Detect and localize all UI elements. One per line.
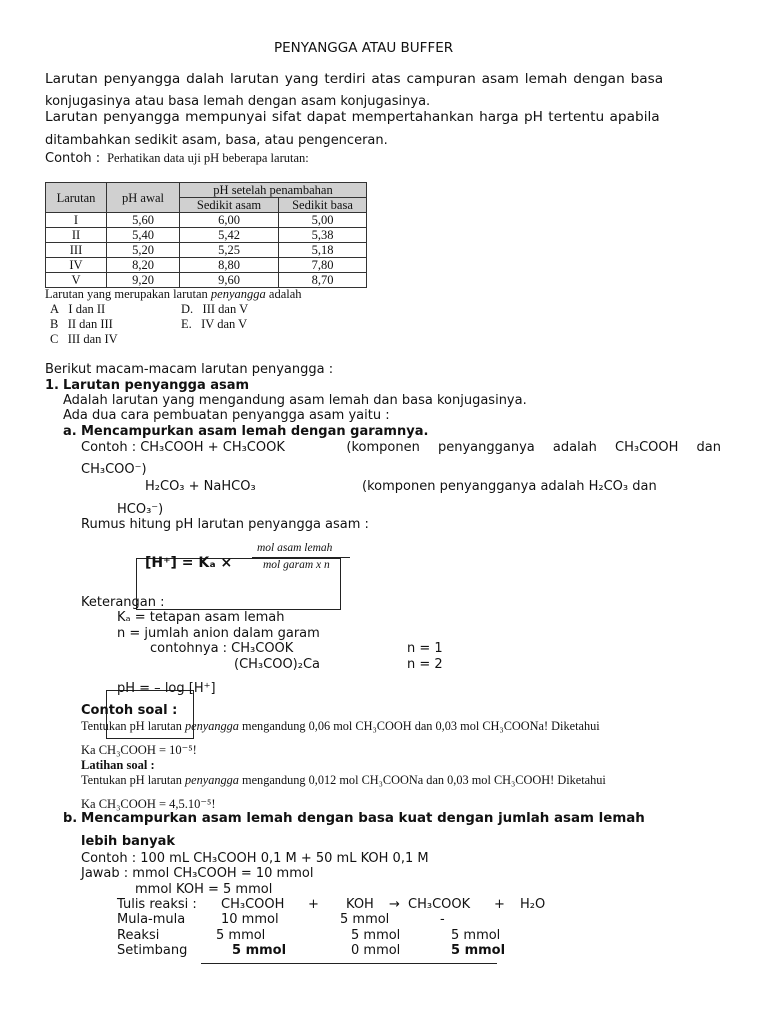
n-equals-2: n = 2 [407,657,443,672]
table-cell: 5,18 [279,243,367,258]
table-cell: III [46,243,107,258]
species-plus-1: + [308,897,319,912]
table-row [46,243,367,258]
sub-a-example-1 [81,440,721,455]
contoh-soal-text-italic: penyangga [184,719,239,733]
table-cell: 9,60 [180,273,279,288]
section-1-line-1: Adalah larutan yang mengandung asam lemah dan basa konjugasinya. [63,393,527,408]
option-letter: E. [181,317,192,331]
intro-line-3: Larutan penyangga mempunyai sifat dapat mempertahankan harga pH tertentu apabila [45,109,660,125]
page-title: PENYANGGA ATAU BUFFER [274,40,454,56]
sub-b-jawab: Jawab : mmol CH₃COOH = 10 mmol [81,866,314,881]
section-1-title: Larutan penyangga asam [63,378,250,393]
example-1-pre: Contoh : CH₃COOH + CH₃COOK [81,440,285,455]
ph-data-table [45,182,367,288]
setimbang-koh: 0 mmol [351,943,401,958]
option-c [50,332,118,347]
reaksi-koh: 5 mmol [351,928,401,943]
tulis-reaksi-label: Tulis reaksi : [117,897,197,912]
sub-b-title-line-1: Mencampurkan asam lemah dengan basa kuat dengan jumlah asam lemah [81,811,645,826]
mula-koh: 5 mmol [340,912,390,927]
example-1-mid: (komponen penyangganya adalah CH₃COOH dan [346,440,721,455]
contoh-soal-text-pre: Tentukan pH larutan [81,719,185,733]
sub-b-mmol-koh: mmol KOH = 5 mmol [135,882,273,897]
species-ch3cooh: CH₃COOH [221,897,285,912]
table-row [46,213,367,228]
table-row [46,258,367,273]
option-text: III dan V [202,302,249,316]
contoh-soal-ka: Ka CH₃COOH = 10⁻⁵! [81,743,197,757]
table-cell: 5,20 [107,243,180,258]
rumus-line: Rumus hitung pH larutan penyangga asam : [81,517,369,532]
table-header-sedikit-asam: Sedikit asam [180,198,279,213]
section-1-line-2: Ada dua cara pembuatan penyangga asam yaitu : [63,408,390,423]
latihan-soal-ka: Ka CH₃COOH = 4,5.10⁻⁵! [81,797,216,811]
species-plus-2: + [494,897,505,912]
table-cell: 9,20 [107,273,180,288]
contoh-label: Contoh : [45,151,101,166]
option-e [181,317,247,332]
table-cell: 5,38 [279,228,367,243]
keterangan-ka: Kₐ = tetapan asam lemah [117,610,285,625]
reaksi-ch3cooh: 5 mmol [216,928,266,943]
setimbang-label: Setimbang [117,943,188,958]
question-stem-italic: penyangga [210,287,266,301]
sub-a-letter: a. [63,424,77,439]
sub-b-letter: b. [63,811,78,826]
formula-numerator: mol asam lemah [257,542,333,554]
table-cell: 6,00 [180,213,279,228]
table-header-sedikit-basa: Sedikit basa [279,198,367,213]
mula-ch3cooh: 10 mmol [221,912,279,927]
table-row [46,228,367,243]
table-cell: IV [46,258,107,273]
latihan-soal-text-post: mengandung 0,012 mol CH₃COONa dan 0,03 mol CH₃COOH! Diketahui [238,773,606,787]
option-a [50,302,105,317]
contoh-soal-title: Contoh soal : [81,703,178,718]
formula-fraction-bar [252,557,350,558]
species-koh: KOH [346,897,374,912]
option-text: II dan III [67,317,113,331]
option-letter: B [50,317,59,331]
contoh-soal-text-post: mengandung 0,06 mol CH₃COOH dan 0,03 mol CH₃COONa! Diketahui [238,719,600,733]
setimbang-ch3cooh: 5 mmol [232,943,287,958]
option-letter: C [50,332,59,346]
sub-b-contoh: Contoh : 100 mL CH₃COOH 0,1 M + 50 mL KOH 0,1 M [81,851,429,866]
mula-ch3cook: - [440,912,445,927]
question-stem-post: adalah [265,287,302,301]
sub-b-title-line-2: lebih banyak [81,834,176,849]
intro-line-2: konjugasinya atau basa lemah dengan asam konjugasinya. [45,94,431,109]
table-cell: 5,00 [279,213,367,228]
latihan-soal-text-pre: Tentukan pH larutan [81,773,185,787]
species-arrow: → [389,897,400,912]
option-letter: D. [181,302,194,316]
latihan-soal-text [81,773,606,788]
table-cell: 8,80 [180,258,279,273]
latihan-soal-title: Latihan soal : [81,758,155,772]
n-equals-1: n = 1 [407,641,443,656]
sub-a-example-2-cont: HCO₃⁻) [117,502,164,517]
species-h2o: H₂O [520,897,546,912]
table-row [46,273,367,288]
contoh-text: Perhatikan data uji pH beberapa larutan: [107,151,309,165]
contoh-soal-text [81,719,600,734]
sub-a-example-2-right: (komponen penyangganya adalah H₂CO₃ dan [362,479,657,494]
table-header-ph-awal: pH awal [107,183,180,213]
keterangan-n: n = jumlah anion dalam garam [117,626,320,641]
table-header-larutan: Larutan [46,183,107,213]
formula-lhs: [H⁺] = Kₐ × [145,555,233,571]
berikut-line: Berikut macam-macam larutan penyangga : [45,362,334,377]
table-cell: 5,42 [180,228,279,243]
sub-a-example-1-cont: CH₃COO⁻) [81,462,147,477]
reaksi-ch3cook: 5 mmol [451,928,501,943]
table-cell: II [46,228,107,243]
mula-mula-label: Mula-mula [117,912,186,927]
table-cell: 8,20 [107,258,180,273]
option-text: I dan II [68,302,106,316]
option-letter: A [50,302,60,316]
question-stem-pre: Larutan yang merupakan larutan [45,287,211,301]
table-cell: 7,80 [279,258,367,273]
setimbang-ch3cook: 5 mmol [451,943,506,958]
reaction-divider [201,963,497,964]
contohnya-ch3cook: contohnya : CH₃COOK [150,641,294,656]
formula-denominator: mol garam x n [263,559,330,571]
sub-a-title: Mencampurkan asam lemah dengan garamnya. [81,424,429,439]
contoh-line [45,149,309,167]
question-stem [45,287,302,302]
option-b [50,317,113,332]
table-cell: 5,25 [180,243,279,258]
table-cell: 5,40 [107,228,180,243]
reaksi-label: Reaksi [117,928,160,943]
table-cell: I [46,213,107,228]
section-1-number: 1. [45,378,59,393]
option-text: III dan IV [67,332,118,346]
option-text: IV dan V [201,317,248,331]
intro-line-1: Larutan penyangga dalah larutan yang terdiri atas campuran asam lemah dengan basa [45,71,664,87]
table-header-ph-setelah: pH setelah penambahan [180,183,367,198]
calcium-acetate: (CH₃COO)₂Ca [234,657,321,672]
table-cell: V [46,273,107,288]
ph-formula: pH = – log [H⁺] [117,681,216,696]
table-cell: 5,60 [107,213,180,228]
option-d [181,302,248,317]
latihan-soal-text-italic: penyangga [184,773,239,787]
keterangan-label: Keterangan : [81,595,165,610]
species-ch3cook: CH₃COOK [408,897,471,912]
sub-a-example-2-left: H₂CO₃ + NaHCO₃ [145,479,256,494]
table-cell: 8,70 [279,273,367,288]
intro-line-4: ditambahkan sedikit asam, basa, atau pengenceran. [45,133,388,148]
